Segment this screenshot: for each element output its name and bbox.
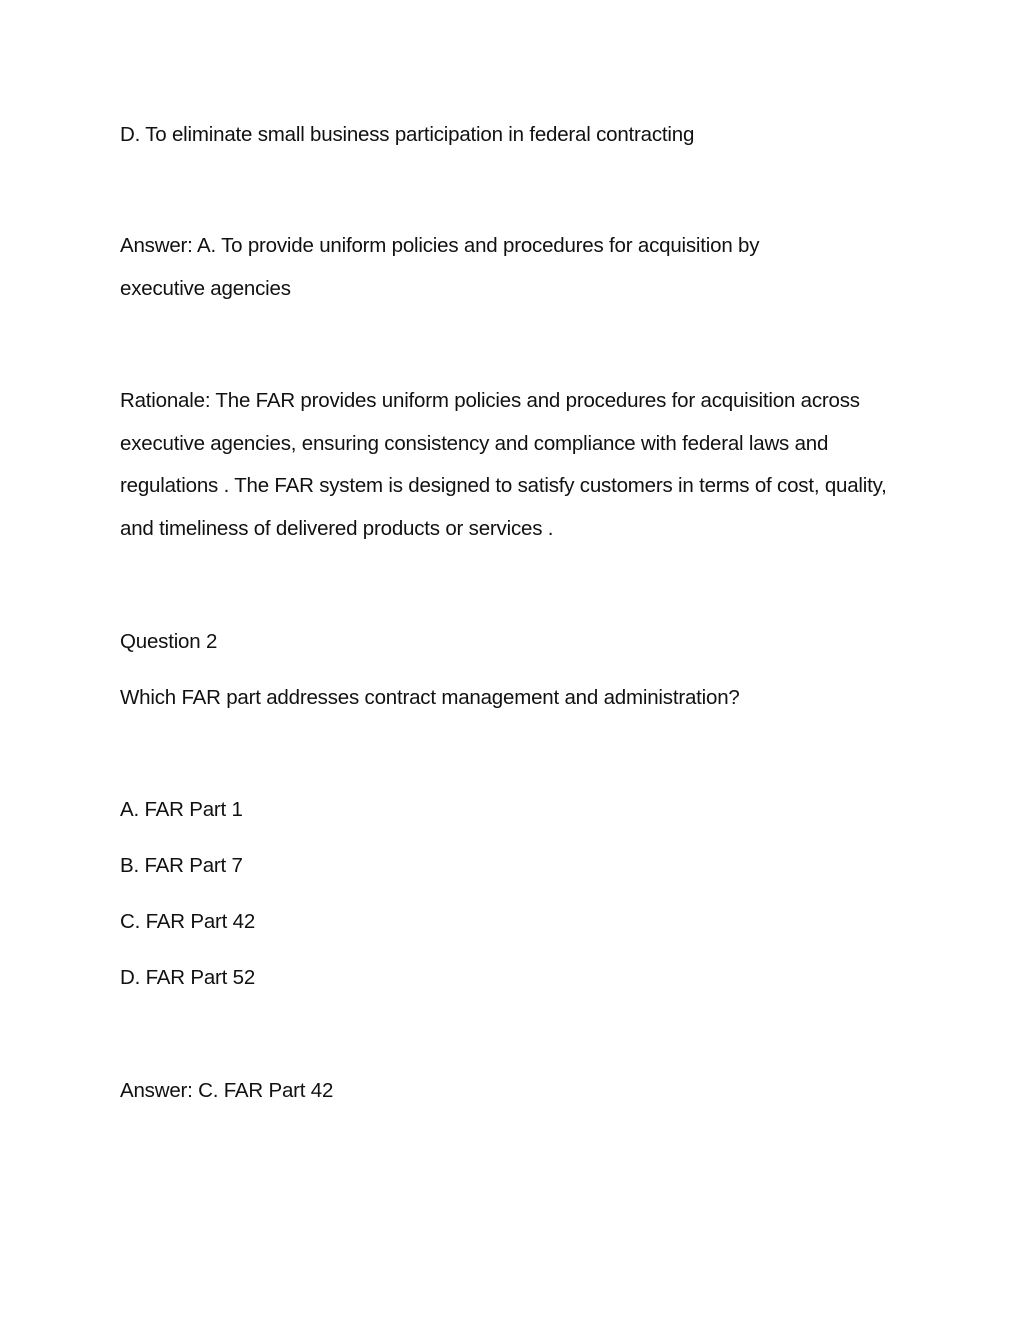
previous-answer-text: Answer: A. To provide uniform policies and procedures for acquisition by executive agencies [120,234,760,300]
question-heading: Question 2 [120,630,218,653]
option-d-text: D. To eliminate small business participation in federal contracting [120,123,695,146]
option-a-text: A. FAR Part 1 [120,798,243,821]
answer-text: Answer: C. FAR Part 42 [120,1079,334,1102]
option-d-text-q2: D. FAR Part 52 [120,966,256,989]
option-b-text: B. FAR Part 7 [120,854,243,877]
option-c-text: C. FAR Part 42 [120,910,256,933]
rationale-text: Rationale: The FAR provides uniform policies and procedures for acquisition across executive agencies, ensuring consistency and compliance with federal laws and regulations . The FAR system is designed to satisfy customers in terms of cost, quality, and timeliness of delivered products or services . [120,389,887,541]
question-prompt: Which FAR part addresses contract management and administration? [120,686,740,709]
